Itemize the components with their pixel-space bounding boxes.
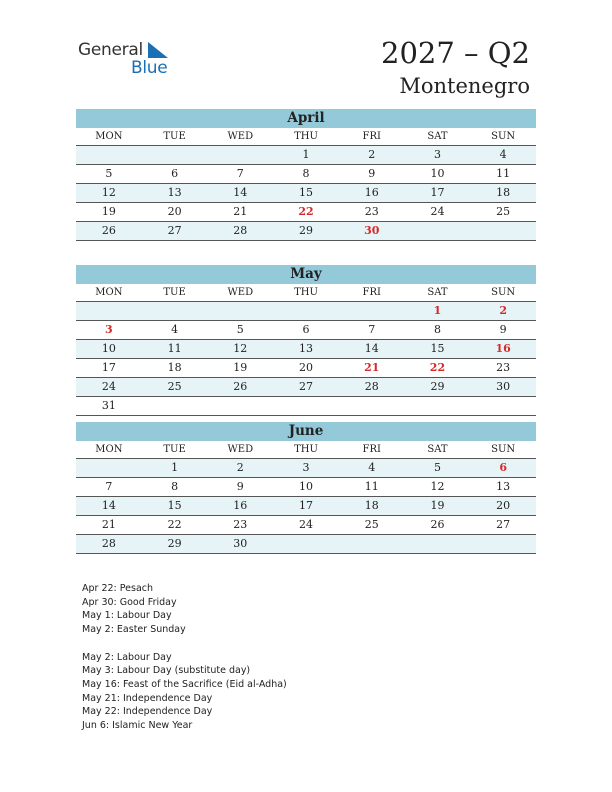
date-cell: 12 bbox=[101, 186, 116, 199]
holiday-date: 1 bbox=[433, 304, 442, 317]
date-cell: 12 bbox=[233, 342, 248, 355]
date-cell: 3 bbox=[433, 148, 441, 161]
weekday-label: TUE bbox=[163, 287, 186, 298]
weekday-label: SAT bbox=[427, 287, 448, 298]
weekday-label: TUE bbox=[163, 131, 186, 142]
date-cell: 8 bbox=[302, 167, 310, 180]
weekday-label: SAT bbox=[427, 131, 448, 142]
date-cell bbox=[142, 146, 208, 164]
date-cell: 10 bbox=[430, 167, 445, 180]
brand-logo bbox=[78, 40, 188, 80]
holiday-note: Jun 6: Islamic New Year bbox=[82, 720, 193, 732]
holiday-note: Apr 30: Good Friday bbox=[82, 596, 177, 608]
weekday-label: WED bbox=[227, 287, 254, 298]
date-cell: 25 bbox=[167, 380, 182, 393]
holiday-date: 22 bbox=[298, 205, 314, 218]
date-cell: 8 bbox=[171, 480, 179, 493]
page-title: 2027 – Q2 bbox=[381, 36, 530, 70]
date-cell bbox=[207, 146, 273, 164]
weekday-header-row bbox=[76, 128, 536, 146]
date-cell: 26 bbox=[430, 518, 445, 531]
date-cell: 13 bbox=[299, 342, 314, 355]
date-cell: 11 bbox=[364, 480, 379, 493]
logo-blue-text: Blue bbox=[131, 58, 168, 78]
date-cell: 6 bbox=[171, 167, 179, 180]
holiday-note: May 16: Feast of the Sacrifice (Eid al-Adha) bbox=[82, 678, 287, 690]
date-cell bbox=[405, 535, 471, 553]
date-cell: 16 bbox=[233, 499, 248, 512]
weekday-label: THU bbox=[294, 444, 318, 455]
date-cell bbox=[273, 397, 339, 415]
date-cell: 28 bbox=[101, 537, 116, 550]
date-cell: 10 bbox=[101, 342, 116, 355]
week-row bbox=[76, 535, 536, 554]
date-cell: 22 bbox=[167, 518, 182, 531]
date-cell: 29 bbox=[299, 224, 314, 237]
date-cell: 5 bbox=[105, 167, 113, 180]
week-row bbox=[76, 302, 536, 321]
weekday-label: MON bbox=[95, 287, 123, 298]
weekday-label: MON bbox=[95, 131, 123, 142]
holiday-date: 2 bbox=[499, 304, 507, 317]
date-cell: 15 bbox=[167, 499, 182, 512]
month-calendar-may bbox=[76, 265, 536, 416]
date-cell bbox=[273, 302, 339, 320]
date-cell: 14 bbox=[364, 342, 379, 355]
date-cell: 23 bbox=[364, 205, 379, 218]
date-cell: 20 bbox=[167, 205, 182, 218]
holiday-note: May 2: Easter Sunday bbox=[82, 624, 186, 636]
holiday-note: May 3: Labour Day (substitute day) bbox=[82, 665, 251, 677]
date-cell bbox=[405, 397, 471, 415]
date-cell: 24 bbox=[299, 518, 314, 531]
holiday-date: 21 bbox=[364, 361, 380, 374]
date-cell: 9 bbox=[499, 323, 507, 336]
week-row bbox=[76, 184, 536, 203]
date-cell: 6 bbox=[302, 323, 310, 336]
weekday-label: FRI bbox=[362, 287, 381, 298]
weekday-label: SUN bbox=[491, 444, 516, 455]
date-cell: 30 bbox=[233, 537, 248, 550]
month-name: May bbox=[76, 265, 536, 284]
weekday-label: THU bbox=[294, 131, 318, 142]
week-row bbox=[76, 359, 536, 378]
date-cell: 19 bbox=[233, 361, 248, 374]
date-cell bbox=[339, 535, 405, 553]
date-cell bbox=[339, 397, 405, 415]
weekday-label: WED bbox=[227, 131, 254, 142]
holiday-note: May 2: Labour Day bbox=[82, 651, 172, 663]
date-cell: 27 bbox=[167, 224, 182, 237]
holiday-date: 6 bbox=[499, 461, 507, 474]
date-cell: 7 bbox=[236, 167, 244, 180]
week-row bbox=[76, 222, 536, 241]
weekday-header-row bbox=[76, 441, 536, 459]
holiday-notes-group-2 bbox=[82, 651, 287, 733]
holiday-note: May 1: Labour Day bbox=[82, 610, 172, 622]
week-row bbox=[76, 516, 536, 535]
date-cell: 28 bbox=[233, 224, 248, 237]
date-cell: 4 bbox=[368, 461, 376, 474]
holiday-notes-group-1 bbox=[82, 582, 287, 637]
date-cell bbox=[76, 302, 142, 320]
week-row bbox=[76, 321, 536, 340]
holiday-note: May 21: Independence Day bbox=[82, 692, 213, 704]
date-cell: 26 bbox=[233, 380, 248, 393]
date-cell: 2 bbox=[236, 461, 244, 474]
date-cell: 7 bbox=[368, 323, 376, 336]
date-cell: 13 bbox=[496, 480, 511, 493]
date-cell bbox=[76, 459, 142, 477]
date-cell: 5 bbox=[236, 323, 244, 336]
date-cell: 31 bbox=[101, 399, 116, 412]
date-cell: 13 bbox=[167, 186, 182, 199]
weekday-label: SUN bbox=[491, 131, 516, 142]
date-cell: 17 bbox=[299, 499, 314, 512]
date-cell bbox=[76, 146, 142, 164]
weekday-label: WED bbox=[227, 444, 254, 455]
date-cell: 9 bbox=[236, 480, 244, 493]
date-cell: 15 bbox=[430, 342, 445, 355]
date-cell: 19 bbox=[101, 205, 116, 218]
date-cell bbox=[273, 535, 339, 553]
date-cell bbox=[470, 535, 536, 553]
logo-general-text: General bbox=[78, 40, 143, 60]
date-cell: 16 bbox=[364, 186, 379, 199]
date-cell bbox=[142, 302, 208, 320]
date-cell bbox=[405, 222, 471, 240]
date-cell: 4 bbox=[499, 148, 507, 161]
date-cell: 18 bbox=[496, 186, 511, 199]
date-cell: 15 bbox=[299, 186, 314, 199]
holiday-notes bbox=[82, 582, 287, 733]
date-cell: 17 bbox=[430, 186, 445, 199]
date-cell: 21 bbox=[101, 518, 116, 531]
date-cell: 27 bbox=[496, 518, 511, 531]
week-row bbox=[76, 203, 536, 222]
date-cell: 28 bbox=[364, 380, 379, 393]
date-cell: 8 bbox=[433, 323, 441, 336]
weekday-label: MON bbox=[95, 444, 123, 455]
date-cell: 18 bbox=[364, 499, 379, 512]
date-cell: 23 bbox=[233, 518, 248, 531]
date-cell bbox=[339, 302, 405, 320]
holiday-date: 16 bbox=[495, 342, 511, 355]
date-cell: 11 bbox=[167, 342, 182, 355]
month-calendar-april bbox=[76, 109, 536, 241]
date-cell: 17 bbox=[101, 361, 116, 374]
date-cell: 29 bbox=[167, 537, 182, 550]
date-cell: 18 bbox=[167, 361, 182, 374]
date-cell: 25 bbox=[364, 518, 379, 531]
date-cell: 24 bbox=[430, 205, 445, 218]
date-cell: 29 bbox=[430, 380, 445, 393]
date-cell: 11 bbox=[496, 167, 511, 180]
weekday-label: SAT bbox=[427, 444, 448, 455]
date-cell: 1 bbox=[302, 148, 310, 161]
date-cell: 14 bbox=[233, 186, 248, 199]
holiday-date: 22 bbox=[429, 361, 446, 374]
week-row bbox=[76, 165, 536, 184]
date-cell: 2 bbox=[368, 148, 376, 161]
week-row bbox=[76, 146, 536, 165]
date-cell bbox=[470, 222, 536, 240]
month-name: April bbox=[76, 109, 536, 128]
date-cell: 4 bbox=[171, 323, 179, 336]
holiday-note: May 22: Independence Day bbox=[82, 706, 213, 718]
date-cell: 3 bbox=[302, 461, 310, 474]
week-row bbox=[76, 340, 536, 359]
holiday-date: 3 bbox=[105, 323, 113, 336]
date-cell: 12 bbox=[430, 480, 445, 493]
weekday-label: TUE bbox=[163, 444, 186, 455]
date-cell: 5 bbox=[433, 461, 441, 474]
holiday-note: Apr 22: Pesach bbox=[82, 583, 154, 594]
week-row bbox=[76, 397, 536, 416]
weekday-label: SUN bbox=[491, 287, 516, 298]
date-cell: 14 bbox=[101, 499, 116, 512]
month-name: June bbox=[76, 422, 536, 441]
week-row bbox=[76, 478, 536, 497]
date-cell: 24 bbox=[101, 380, 116, 393]
date-cell bbox=[207, 397, 273, 415]
logo-triangle-icon bbox=[148, 42, 168, 58]
date-cell: 19 bbox=[430, 499, 445, 512]
week-row bbox=[76, 459, 536, 478]
date-cell: 25 bbox=[496, 205, 511, 218]
weekday-label: FRI bbox=[362, 444, 381, 455]
date-cell: 7 bbox=[105, 480, 113, 493]
weekday-header-row bbox=[76, 284, 536, 302]
date-cell bbox=[142, 397, 208, 415]
holiday-date: 30 bbox=[364, 224, 380, 237]
date-cell: 26 bbox=[101, 224, 116, 237]
week-row bbox=[76, 497, 536, 516]
country-name: Montenegro bbox=[399, 74, 530, 98]
date-cell: 10 bbox=[299, 480, 314, 493]
month-calendar-june bbox=[76, 422, 536, 554]
date-cell bbox=[207, 302, 273, 320]
date-cell: 20 bbox=[496, 499, 511, 512]
date-cell: 27 bbox=[299, 380, 314, 393]
date-cell: 21 bbox=[233, 205, 248, 218]
date-cell bbox=[470, 397, 536, 415]
weekday-label: FRI bbox=[362, 131, 381, 142]
date-cell: 23 bbox=[496, 361, 511, 374]
week-row bbox=[76, 378, 536, 397]
date-cell: 1 bbox=[171, 461, 179, 474]
date-cell: 30 bbox=[496, 380, 511, 393]
weekday-label: THU bbox=[294, 287, 318, 298]
date-cell: 20 bbox=[299, 361, 314, 374]
date-cell: 9 bbox=[368, 167, 376, 180]
